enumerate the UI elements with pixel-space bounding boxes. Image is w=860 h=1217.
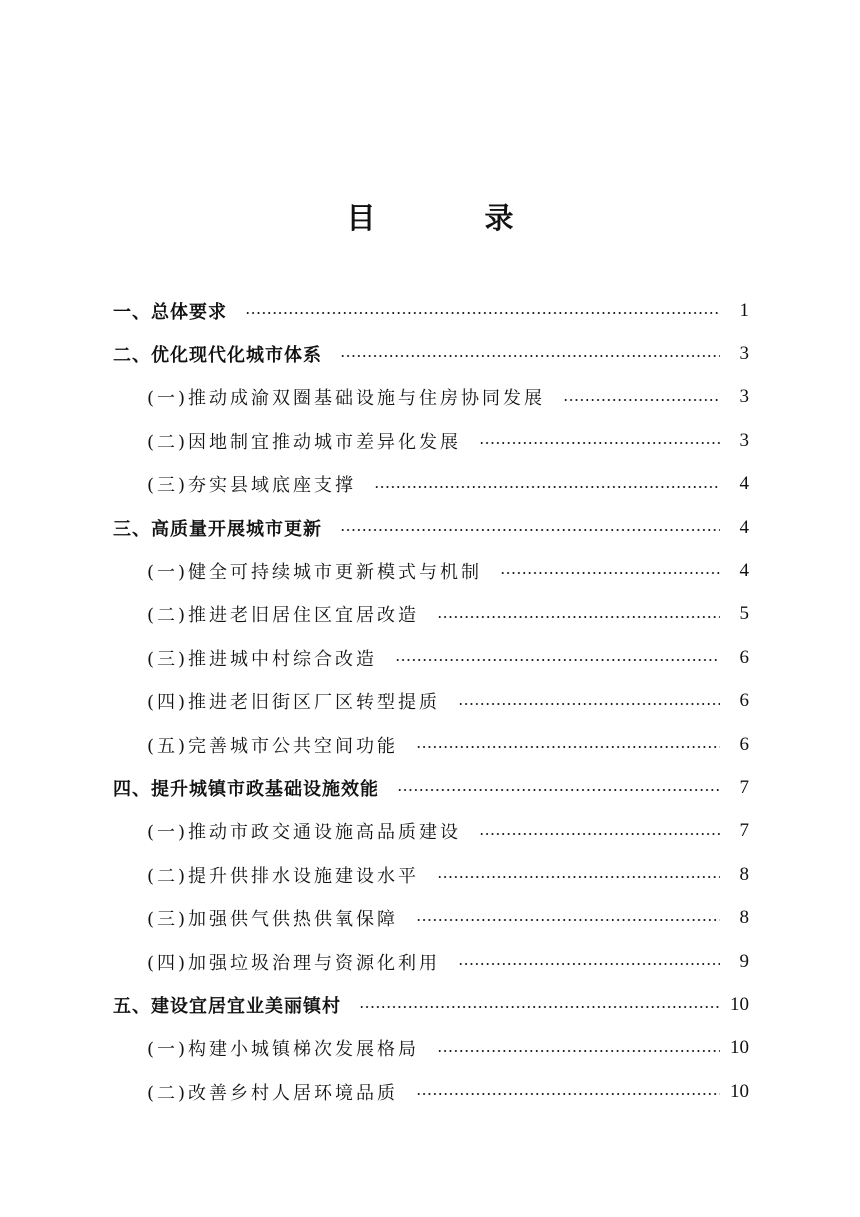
toc-page-number: 6	[739, 690, 749, 712]
toc-entry[interactable]	[0, 506, 860, 549]
toc-entry-label: (一)推动成渝双圈基础设施与住房协同发展	[147, 388, 546, 410]
toc-entry-label: 二、优化现代化城市体系	[113, 345, 322, 367]
toc-entry-label: (三)加强供气供热供氧保障	[147, 909, 399, 931]
toc-entry[interactable]	[0, 419, 860, 462]
toc-entry-label: (一)构建小城镇梯次发展格局	[147, 1039, 420, 1061]
toc-page-number: 10	[730, 1037, 749, 1059]
toc-entry[interactable]	[0, 636, 860, 679]
toc-entry[interactable]	[0, 853, 860, 896]
toc-dot-leader	[563, 399, 720, 401]
toc-entry-label: (一)推动市政交通设施高品质建设	[147, 822, 462, 844]
toc-entry-label: (三)推进城中村综合改造	[147, 648, 378, 670]
toc-dot-leader	[340, 355, 720, 357]
toc-page-number: 3	[739, 386, 749, 408]
toc-page-number: 10	[730, 1080, 749, 1102]
toc-entry[interactable]	[0, 723, 860, 766]
toc-page-number: 8	[739, 907, 749, 929]
toc-entry-label: (四)加强垃圾治理与资源化利用	[147, 952, 441, 974]
toc-entry[interactable]	[0, 549, 860, 592]
toc-entry-label: (二)因地制宜推动城市差异化发展	[147, 431, 462, 453]
toc-entry[interactable]	[0, 1027, 860, 1070]
toc-page-number: 8	[739, 863, 749, 885]
toc-entry[interactable]	[0, 332, 860, 375]
toc-dot-leader	[479, 442, 720, 444]
table-of-contents	[0, 289, 860, 1113]
toc-entry-label: (一)健全可持续城市更新模式与机制	[147, 562, 483, 584]
toc-dot-leader	[437, 876, 720, 878]
toc-dot-leader	[458, 963, 720, 965]
toc-dot-leader	[416, 746, 720, 748]
toc-page-number: 6	[739, 733, 749, 755]
toc-entry-label: (五)完善城市公共空间功能	[147, 735, 399, 757]
toc-entry-label: (二)推进老旧居住区宜居改造	[147, 605, 420, 627]
toc-entry[interactable]	[0, 983, 860, 1026]
toc-page-number: 5	[739, 603, 749, 625]
toc-dot-leader	[479, 833, 720, 835]
toc-entry[interactable]	[0, 680, 860, 723]
toc-page-number: 4	[739, 516, 749, 538]
toc-page-number: 9	[739, 950, 749, 972]
toc-dot-leader	[395, 659, 720, 661]
toc-page-number: 4	[739, 473, 749, 495]
toc-page-number: 7	[739, 776, 749, 798]
toc-entry[interactable]	[0, 1070, 860, 1113]
toc-dot-leader	[458, 703, 720, 705]
toc-page-number: 1	[739, 299, 749, 321]
toc-entry[interactable]	[0, 463, 860, 506]
toc-dot-leader	[437, 616, 720, 618]
toc-entry-label: (二)提升供排水设施建设水平	[147, 865, 420, 887]
toc-entry-label: (三)夯实县域底座支撑	[147, 475, 357, 497]
toc-entry[interactable]	[0, 810, 860, 853]
toc-page-number: 7	[739, 820, 749, 842]
toc-entry[interactable]	[0, 593, 860, 636]
toc-entry-label: 四、提升城镇市政基础设施效能	[113, 778, 379, 800]
toc-dot-leader	[437, 1050, 720, 1052]
toc-dot-leader	[397, 789, 720, 791]
toc-entry-label: 一、总体要求	[113, 301, 227, 323]
toc-page-number: 10	[730, 993, 749, 1015]
toc-entry[interactable]	[0, 376, 860, 419]
toc-entry-label: (四)推进老旧街区厂区转型提质	[147, 692, 441, 714]
toc-entry[interactable]	[0, 766, 860, 809]
toc-page-number: 3	[739, 429, 749, 451]
toc-dot-leader	[245, 312, 720, 314]
toc-dot-leader	[359, 1006, 720, 1008]
toc-dot-leader	[416, 1093, 720, 1095]
toc-entry[interactable]	[0, 940, 860, 983]
toc-dot-leader	[340, 529, 720, 531]
toc-page-number: 3	[739, 343, 749, 365]
toc-page-number: 4	[739, 560, 749, 582]
toc-dot-leader	[500, 572, 720, 574]
toc-entry-label: 三、高质量开展城市更新	[113, 518, 322, 540]
toc-dot-leader	[374, 486, 720, 488]
page-title: 目 录	[346, 201, 554, 235]
toc-entry-label: 五、建设宜居宜业美丽镇村	[113, 995, 341, 1017]
toc-entry[interactable]	[0, 896, 860, 939]
toc-entry[interactable]	[0, 289, 860, 332]
toc-page-number: 6	[739, 646, 749, 668]
toc-dot-leader	[416, 919, 720, 921]
toc-entry-label: (二)改善乡村人居环境品质	[147, 1082, 399, 1104]
